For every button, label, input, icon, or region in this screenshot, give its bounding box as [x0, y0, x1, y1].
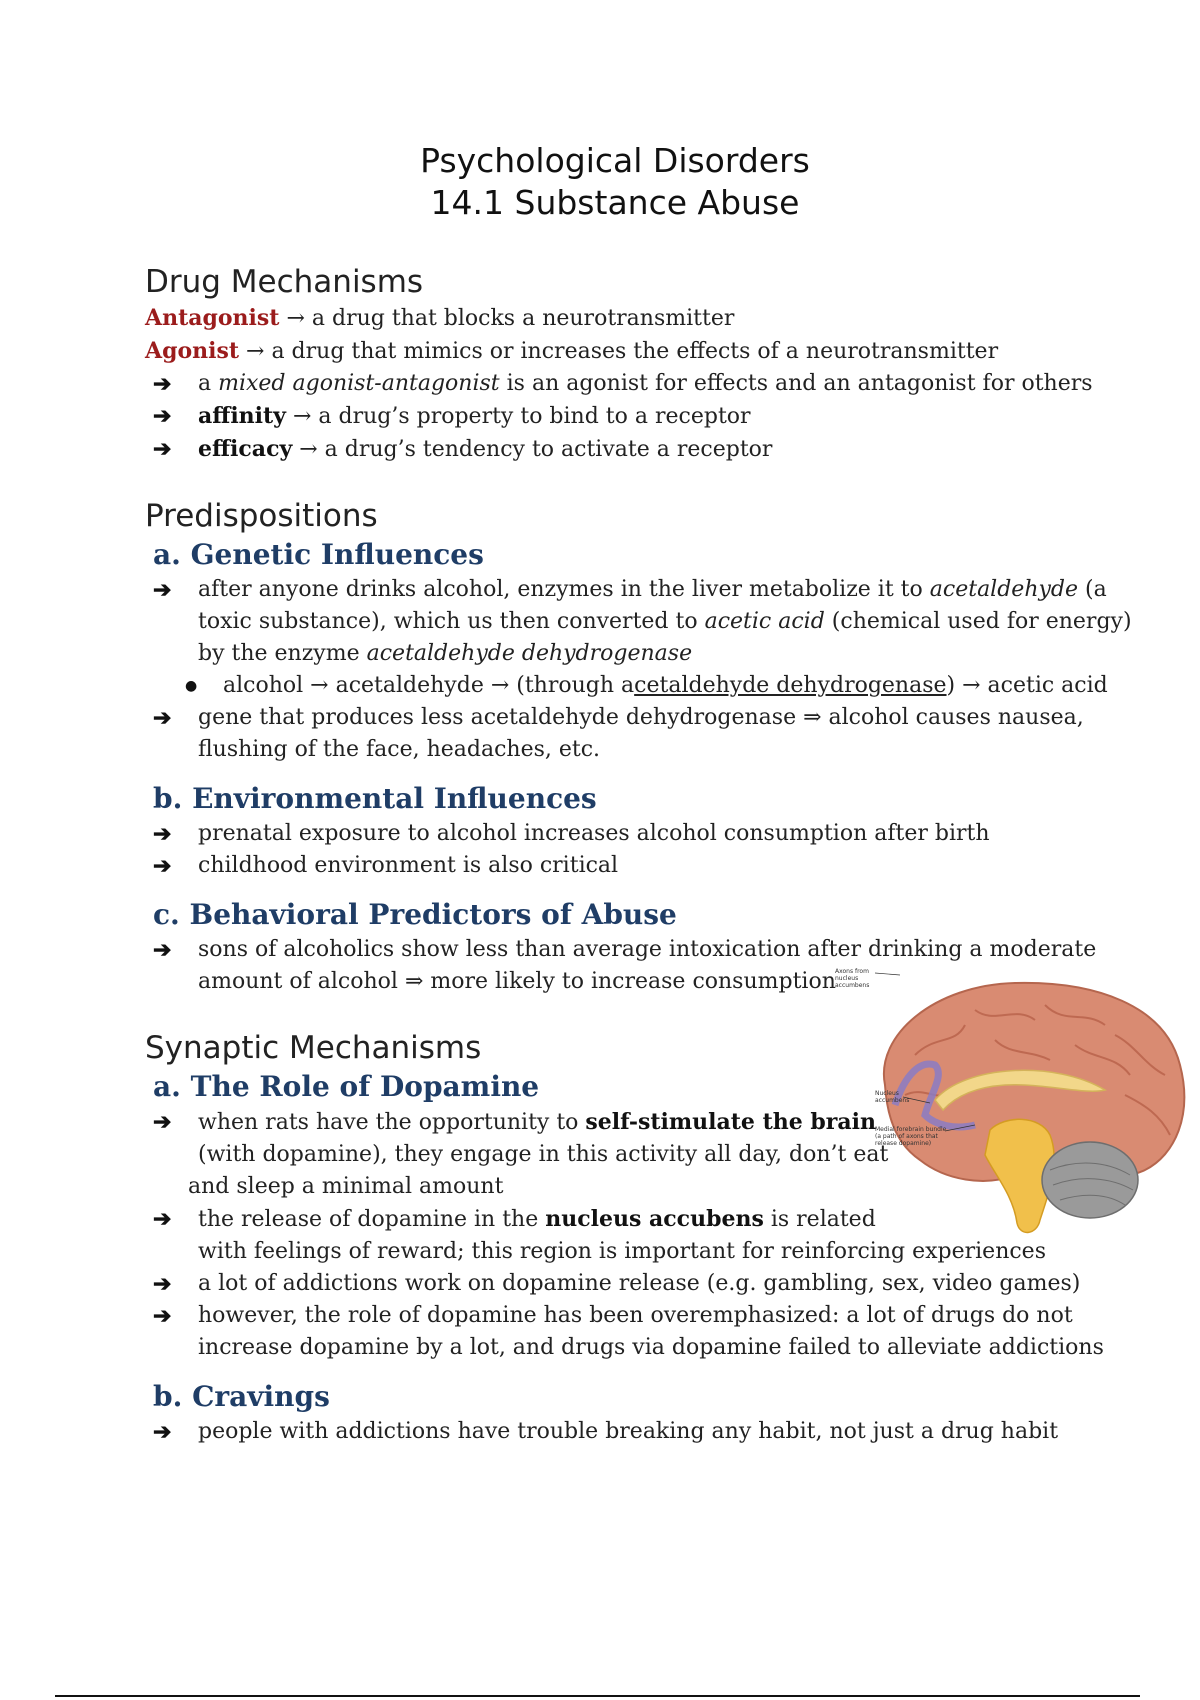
d4-line-1: however, the role of dopamine has been overemphasized: a lot of drugs do not: [198, 1303, 1073, 1328]
section-heading-synaptic: Synaptic Mechanisms: [145, 1030, 482, 1066]
gen1-b: acetaldehyde: [929, 577, 1079, 602]
footer-rule: [55, 1695, 1140, 1697]
document-title: [0, 140, 1200, 224]
arrow-icon: ➔: [153, 436, 172, 462]
arrow-icon: ➔: [153, 821, 172, 847]
brain-label-axons: [835, 968, 900, 989]
affinity-text: → a drug’s property to bind to a receptor: [285, 404, 751, 429]
arrow-icon: ➔: [153, 577, 172, 603]
d1-b: self-stimulate the brain: [585, 1109, 876, 1135]
gen1-d: toxic substance), which us then converted to: [198, 609, 705, 634]
d2-a: the release of dopamine in the: [198, 1207, 546, 1232]
arrow-icon: ➔: [153, 1109, 172, 1135]
brain-label-medial-3: release dopamine): [875, 1140, 932, 1147]
mixed-post: is an agonist for effects and an antagonist for others: [499, 371, 1093, 396]
gen1-a: after anyone drinks alcohol, enzymes in the liver metabolize it to: [198, 577, 930, 602]
subheading-behavioral: c. Behavioral Predictors of Abuse: [153, 898, 677, 931]
gen1-h: acetaldehyde dehydrogenase: [366, 641, 693, 666]
cravings-item-1: [153, 1416, 1105, 1448]
d2-b: nucleus accubens: [545, 1206, 764, 1232]
arrow-icon: ➔: [153, 371, 172, 397]
dopamine-item-4: [153, 1300, 1105, 1364]
section-heading-predispositions: Predispositions: [145, 498, 378, 534]
brain-label-medial-1: Medial forebrain bundle: [875, 1126, 947, 1133]
arrow-icon: ➔: [153, 1419, 172, 1445]
brain-label-axons-2: nucleus: [835, 975, 859, 982]
gen1-g: by the enzyme: [198, 641, 367, 666]
d1-line-3: and sleep a minimal amount: [188, 1174, 504, 1199]
title-line-2: 14.1 Substance Abuse: [430, 183, 800, 222]
beh1-line-2: amount of alcohol ⇒ more likely to increase consumption: [198, 969, 836, 994]
env-item-1: [153, 818, 1105, 850]
antagonist-term: Antagonist: [145, 305, 280, 331]
d3-text: a lot of addictions work on dopamine release (e.g. gambling, sex, video games): [198, 1271, 1081, 1296]
arrow-icon: ➔: [153, 937, 172, 963]
env1-text: prenatal exposure to alcohol increases alcohol consumption after birth: [198, 821, 990, 846]
brain-label-nucleus-2: accumbens: [875, 1097, 910, 1104]
beh1-line-1: sons of alcoholics show less than average intoxication after drinking a moderate: [198, 937, 1097, 962]
d2-c: is related: [763, 1207, 876, 1232]
subheading-dopamine: a. The Role of Dopamine: [153, 1070, 540, 1103]
section-heading-drug-mechanisms: Drug Mechanisms: [145, 264, 424, 300]
subheading-environmental: b. Environmental Influences: [153, 782, 597, 815]
brain-label-medial-2: (a path of axons that: [875, 1133, 938, 1140]
affinity-item: [153, 400, 1105, 433]
cerebellum: [1042, 1142, 1138, 1218]
genetic-item-1: [153, 574, 1132, 670]
bullet-icon: ●: [185, 678, 198, 694]
subheading-cravings: b. Cravings: [153, 1380, 330, 1413]
c1-text: people with addictions have trouble breaking any habit, not just a drug habit: [198, 1419, 1059, 1444]
document-body: [145, 262, 1132, 1448]
env2-text: childhood environment is also critical: [198, 853, 619, 878]
genetic-bullet: [153, 670, 1108, 702]
d1-line-2: (with dopamine), they engage in this activity all day, don’t eat: [198, 1142, 889, 1167]
antagonist-text: → a drug that blocks a neurotransmitter: [279, 306, 735, 331]
dopamine-item-3: [153, 1268, 1105, 1300]
bullet-c: ) → acetic acid: [946, 673, 1108, 698]
env-item-2: [153, 850, 1105, 882]
brain-illustration: [825, 965, 1200, 1255]
gen2-line-2: flushing of the face, headaches, etc.: [198, 737, 601, 762]
bullet-a: alcohol → acetaldehyde → (through a: [223, 673, 635, 698]
d2-line-2: with feelings of reward; this region is important for reinforcing experiences: [198, 1239, 1046, 1264]
brain-label-nucleus-1: Nucleus: [875, 1090, 899, 1097]
agonist-text: → a drug that mimics or increases the effects of a neurotransmitter: [239, 339, 999, 364]
arrow-icon: ➔: [153, 853, 172, 879]
arrow-icon: ➔: [153, 1206, 172, 1232]
arrow-icon: ➔: [153, 705, 172, 731]
antagonist-definition: [145, 302, 1105, 335]
efficacy-item: [153, 433, 1105, 466]
d1-a: when rats have the opportunity to: [198, 1110, 586, 1135]
mixed-agonist-item: [153, 368, 1105, 400]
arrow-icon: ➔: [153, 1303, 172, 1329]
arrow-icon: ➔: [153, 403, 172, 429]
bullet-b: cetaldehyde dehydrogenase: [634, 673, 947, 698]
gen1-f: (chemical used for energy): [824, 609, 1132, 634]
gen1-c: (a: [1078, 577, 1107, 602]
affinity-term: affinity: [198, 403, 286, 429]
mixed-term: mixed agonist-antagonist: [218, 371, 500, 396]
d4-line-2: increase dopamine by a lot, and drugs via dopamine failed to alleviate addictions: [198, 1335, 1104, 1360]
brain-label-axons-1: Axons from: [835, 968, 869, 975]
subheading-genetic: a. Genetic Influences: [153, 538, 484, 571]
efficacy-term: efficacy: [198, 436, 293, 462]
arrow-icon: ➔: [153, 1271, 172, 1297]
genetic-item-2: [153, 702, 1105, 766]
agonist-definition: [145, 335, 1105, 368]
title-line-1: Psychological Disorders: [420, 141, 810, 180]
gen1-e: acetic acid: [704, 609, 825, 634]
brain-label-axons-3: accumbens: [835, 982, 870, 989]
agonist-term: Agonist: [145, 338, 240, 364]
gen2-line-1: gene that produces less acetaldehyde dehydrogenase ⇒ alcohol causes nausea,: [198, 705, 1084, 730]
mixed-pre: a: [198, 371, 219, 396]
efficacy-text: → a drug’s tendency to activate a receptor: [292, 437, 773, 462]
